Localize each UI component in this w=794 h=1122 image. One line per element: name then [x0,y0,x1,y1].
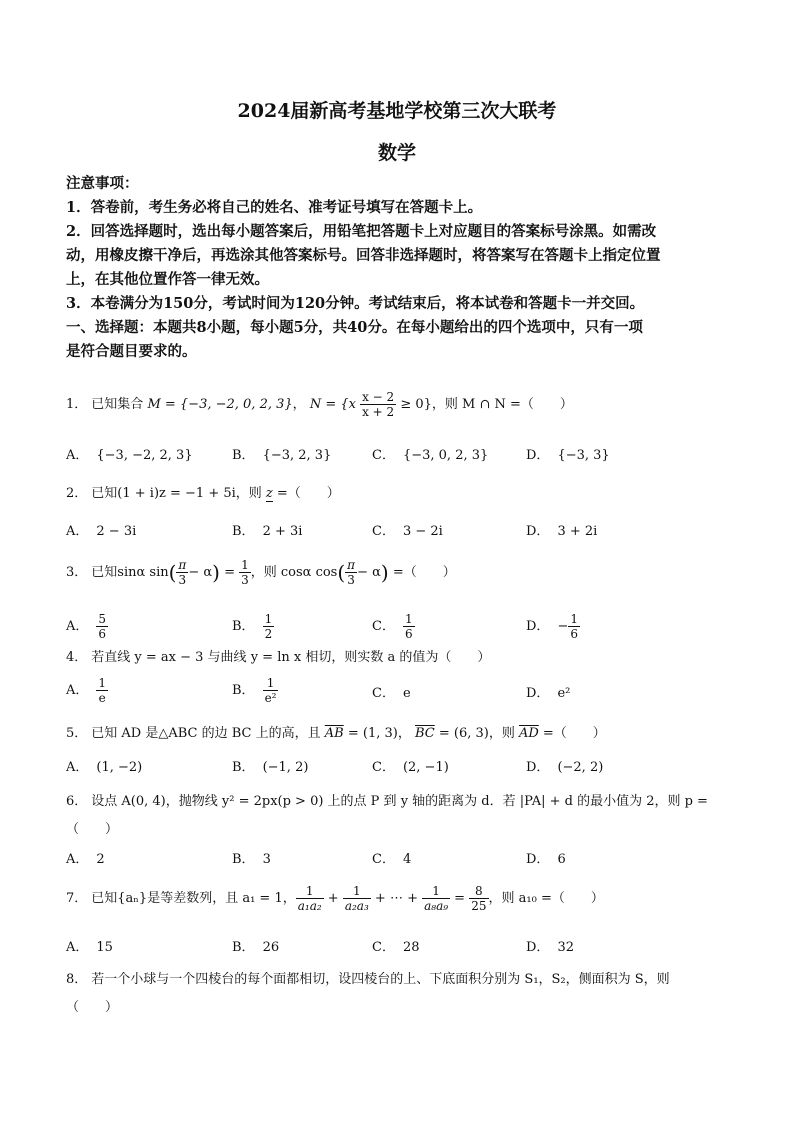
question-1: 1． 已知集合 M = {−3, −2, 0, 2, 3}， N = {x $\frac{x - 2}{x + 2}$ ≥ 0}，则 M ∩ N =（ ） [66,390,573,419]
question-6-cont: （ ） [66,822,119,837]
option-c[interactable]: C． e [372,686,411,701]
options-1 [66,444,736,466]
note-line: 2．回答选择题时，选出每小题答案后，用铅笔把答题卡上对应题目的答案标号涂黑。如需改 [66,223,657,240]
note-line: 1．答卷前，考生务必将自己的姓名、准考证号填写在答题卡上。 [66,199,483,216]
option-b[interactable]: B． $\frac{1}{\text{e²}}$ [232,676,277,705]
notes-block [66,172,736,364]
option-a[interactable]: A． $\frac{5}{6}$ [66,612,107,641]
note-line: 动，用橡皮擦干净后，再选涂其他答案标号。回答非选择题时，将答案写在答题卡上指定位置 [66,247,661,264]
section-heading: 一、选择题：本题共8小题，每小题5分，共40分。在每小题给出的四个选项中，只有一项 [66,319,643,336]
exam-subject: 数学 [377,142,416,164]
options-4 [66,676,736,712]
exam-title: 2024届新高考基地学校第三次大联考 [237,100,557,122]
option-b[interactable]: B． {−3, 2, 3} [232,448,332,463]
question-2: 2． 已知(1 + i)z = −1 + 5i，则 z =（ ） [66,486,340,501]
option-d[interactable]: D． e² [526,686,571,701]
options-7 [66,936,736,958]
option-d[interactable]: D． 6 [526,852,566,867]
option-c[interactable]: C． {−3, 0, 2, 3} [372,448,489,463]
question-4: 4． 若直线 y = ax − 3 与曲线 y = ln x 相切，则实数 a 的值为（ ） [66,650,491,665]
option-b[interactable]: B． 2 + 3i [232,524,303,539]
fraction: $\frac{x - 2}{x + 2}$ [362,390,395,419]
question-8: 8． 若一个小球与一个四棱台的每个面都相切，设四棱台的上、下底面积分别为 S₁，S₂，侧面积为 S，则 [66,972,670,987]
question-5: 5． 已知 AD 是△ABC 的边 BC 上的高，且 $\overline{AB} = (1$, 3)， $\overline{BC} = (6$, 3)，则 $\overline{AD}$ =（ ） [66,726,606,741]
notes-heading: 注意事项： [66,175,139,192]
option-b[interactable]: B． 3 [232,852,271,867]
options-3 [66,612,736,648]
option-a[interactable]: A． 15 [66,940,113,955]
options-5 [66,756,736,778]
option-c[interactable]: C． 3 − 2i [372,524,443,539]
option-c[interactable]: C． 28 [372,940,420,955]
option-d[interactable]: D． 3 + 2i [526,524,598,539]
question-7: 7． 已知{aₙ}是等差数列，且 a₁ = 1， $\frac{1}{\text{a₁a₂}}$ + $\frac{1}{\text{a₂a₃}}$ + ⋯ + $\frac{1}{\text{a₈a₉}}$ = $\frac{8}{25}$ ，则 a₁₀ =（ ） [66,884,604,913]
question-3: 3． 已知sinα sin( $\frac{\pi}{3}$ − α) = $\frac{1}{3}$ ，则 cosα cos( $\frac{\pi}{3}$ − α) =（ ） [66,558,456,587]
note-line: 上，在其他位置作答一律无效。 [66,271,269,288]
option-d[interactable]: D． − $\frac{1}{6}$ [526,612,578,641]
option-a[interactable]: A． 2 − 3i [66,524,137,539]
option-b[interactable]: B． $\frac{1}{2}$ [232,612,273,641]
option-b[interactable]: B． 26 [232,940,280,955]
option-d[interactable]: D． 32 [526,940,574,955]
note-line: 3．本卷满分为150分，考试时间为120分钟。考试结束后，将本试卷和答题卡一并交回。 [66,295,645,312]
option-a[interactable]: A． (1, −2) [66,760,143,775]
question-6: 6． 设点 A(0, 4)，抛物线 y² = 2px(p > 0) 上的点 P 到 y 轴的距离为 d．若 |PA| + d 的最小值为 2，则 p = [66,794,708,809]
option-b[interactable]: B． (−1, 2) [232,760,309,775]
option-d[interactable]: D． {−3, 3} [526,448,610,463]
option-c[interactable]: C． $\frac{1}{6}$ [372,612,413,641]
option-c[interactable]: C． (2, −1) [372,760,449,775]
section-heading-cont: 是符合题目要求的。 [66,343,197,360]
option-c[interactable]: C． 4 [372,852,412,867]
options-6 [66,848,736,870]
option-d[interactable]: D． (−2, 2) [526,760,604,775]
option-a[interactable]: A． {−3, −2, 2, 3} [66,448,193,463]
option-a[interactable]: A． $\frac{1}{e}$ [66,676,107,705]
options-2 [66,520,736,542]
question-8-cont: （ ） [66,1000,119,1015]
option-a[interactable]: A． 2 [66,852,105,867]
